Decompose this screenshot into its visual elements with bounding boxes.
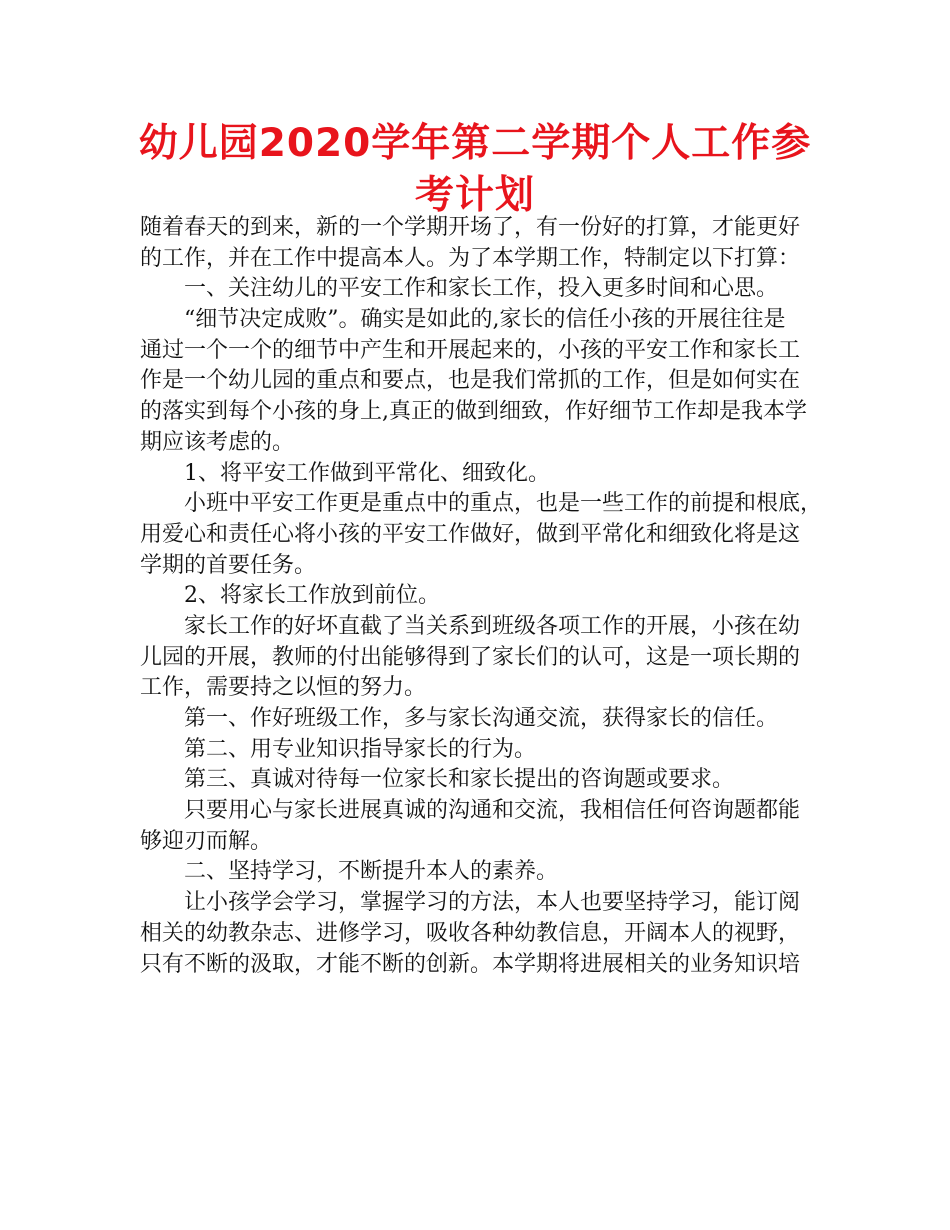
text-line: 让小孩学会学习，掌握学习的方法，本人也要坚持学习，能订阅 [184, 890, 801, 916]
text-line: 第二、用专业知识指导家长的行为。 [184, 736, 537, 762]
text-line: 作是一个幼儿园的重点和要点，也是我们常抓的工作，但是如何实在 [140, 368, 801, 394]
text-line: 二、坚持学习，不断提升本人的素养。 [184, 859, 559, 885]
text-line: 第三、真诚对待每一位家长和家长提出的咨询题或要求。 [184, 767, 735, 793]
text-line: 第一、作好班级工作，多与家长沟通交流，获得家长的信任。 [184, 706, 779, 731]
text-line: 1、将平安工作做到平常化、细致化。 [184, 460, 550, 486]
text-line: 2、将家长工作放到前位。 [184, 583, 440, 609]
text-line: 学期的首要任务。 [140, 552, 317, 578]
text-line: 通过一个一个的细节中产生和开展起来的，小孩的平安工作和家长工 [140, 337, 801, 363]
text-line: 只要用心与家长进展真诚的沟通和交流，我相信任何咨询题都能 [184, 798, 801, 824]
text-line: 的落实到每个小孩的身上,真正的做到细致，作好细节工作却是我本学 [140, 399, 807, 425]
text-line: 小班中平安工作更是重点中的重点，也是一些工作的前提和根底， [184, 491, 823, 517]
text-line: 家长工作的好坏直截了当关系到班级各项工作的开展，小孩在幼 [184, 613, 801, 639]
text-line: 只有不断的汲取，才能不断的创新。本学期将进展相关的业务知识培 [140, 951, 801, 977]
document-body [140, 213, 830, 980]
text-line: 期应该考虑的。 [140, 429, 295, 455]
document-title: 幼儿园2020学年第二学期个人工作参考计划 [138, 121, 812, 218]
text-line: 一、关注幼儿的平安工作和家长工作，投入更多时间和心思。 [184, 276, 779, 302]
text-line: 的工作，并在工作中提高本人。为了本学期工作，特制定以下打算： [140, 245, 801, 271]
text-line: “细节决定成败”。确实是如此的,家长的信任小孩的开展往往是 [184, 307, 786, 333]
text-line: 相关的幼教杂志、进修学习，吸收各种幼教信息，开阔本人的视野， [140, 920, 801, 946]
text-line: 够迎刃而解。 [140, 828, 273, 854]
text-line: 工作，需要持之以恒的努力。 [140, 675, 427, 701]
text-line: 儿园的开展，教师的付出能够得到了家长们的认可，这是一项长期的 [140, 644, 801, 670]
text-line: 随着春天的到来，新的一个学期开场了，有一份好的打算，才能更好 [140, 215, 801, 240]
text-line: 用爱心和责任心将小孩的平安工作做好，做到平常化和细致化将是这 [140, 521, 801, 547]
